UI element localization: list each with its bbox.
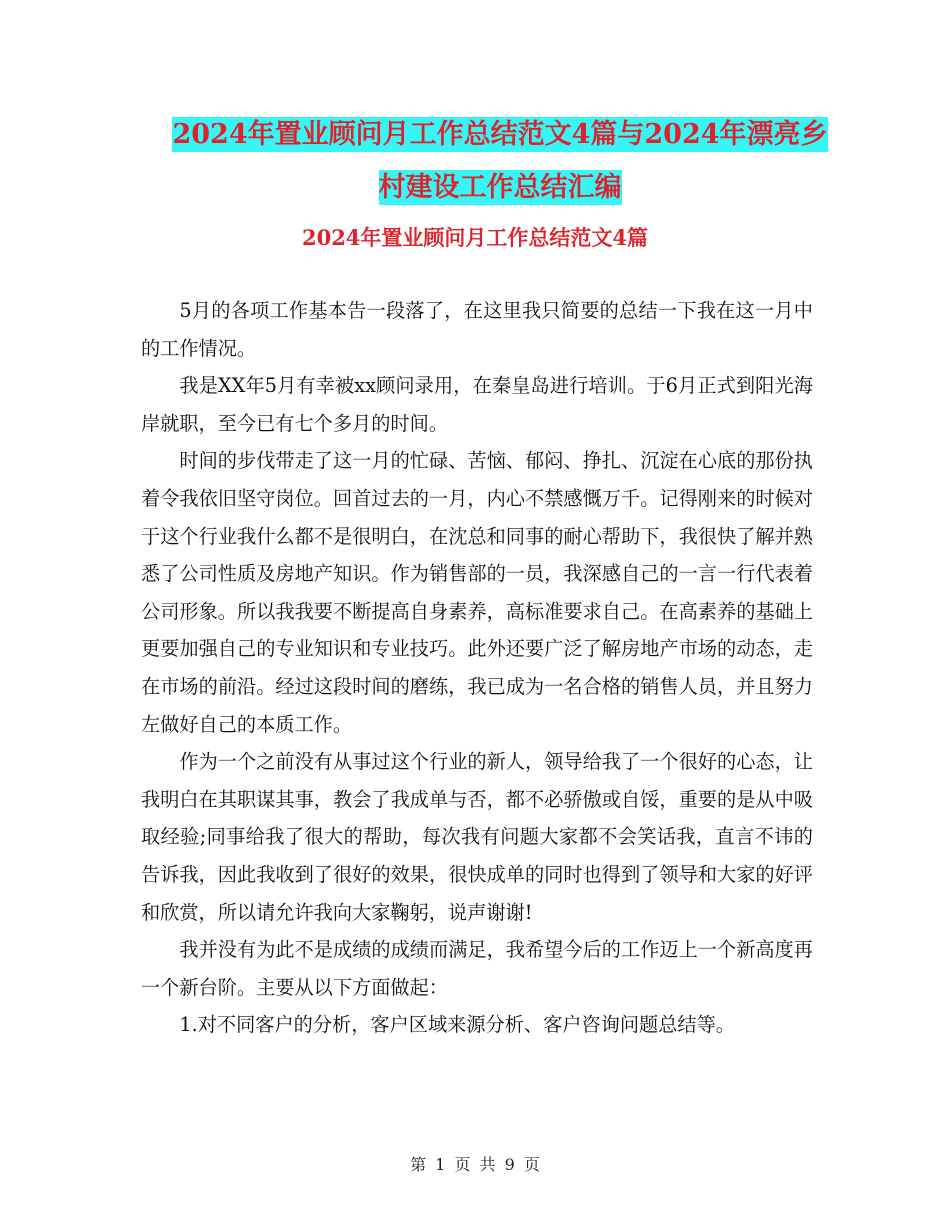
document-title-line-2: 村建设工作总结汇编 (378, 172, 622, 203)
paragraph-6: 1.对不同客户的分析，客户区域来源分析、客户咨询问题总结等。 (179, 1013, 735, 1037)
paragraph-2: 我是XX年5月有幸被xx顾问录用，在秦皇岛进行培训。于6月正式到阳光海岸就职，至今已有七个多月的时间。 (141, 374, 813, 435)
document-title (140, 108, 860, 214)
page-footer: 第 1 页 共 9 页 (410, 1155, 540, 1174)
paragraph-1: 5月的各项工作基本告一段落了，在这里我只简要的总结一下我在这一月中的工作情况。 (141, 299, 813, 360)
paragraph-3: 时间的步伐带走了这一月的忙碌、苦恼、郁闷、挣扎、沉淀在心底的那份执着令我依旧坚守岗位。回首过去的一月，内心不禁感慨万千。记得刚来的时候对于这个行业我什么都不是很明白，在沈总和同事的耐心帮助下，我很快了解并熟悉了公司性质及房地产知识。作为销售部的一员，我深感自己的一言一行代表着公司形象。所以我我要不断提高自身素养，高标准要求自己。在高素养的基础上更要加强自己的专业知识和专业技巧。此外还要广泛了解房地产市场的动态，走在市场的前沿。经过这段时间的磨练，我已成为一名合格的销售人员，并且努力左做好自己的本质工作。 (141, 449, 813, 736)
section-title: 2024年置业顾问月工作总结范文4篇 (301, 225, 649, 250)
paragraph-4: 作为一个之前没有从事过这个行业的新人，领导给我了一个很好的心态，让我明白在其职谋其事，教会了我成单与否，都不必骄傲或自馁，重要的是从中吸取经验;同事给我了很大的帮助，每次我有问题大家都不会笑话我，直言不讳的告诉我，因此我收到了很好的效果，很快成单的同时也得到了领导和大家的好评和欣赏，所以请允许我向大家鞠躬，说声谢谢! (141, 750, 813, 924)
document-title-line-1: 2024年置业顾问月工作总结范文4篇与2024年漂亮乡 (172, 119, 828, 150)
paragraph-5: 我并没有为此不是成绩的成绩而满足，我希望今后的工作迈上一个新高度再一个新台阶。主要从以下方面做起： (141, 938, 813, 999)
document-body (141, 292, 813, 1044)
